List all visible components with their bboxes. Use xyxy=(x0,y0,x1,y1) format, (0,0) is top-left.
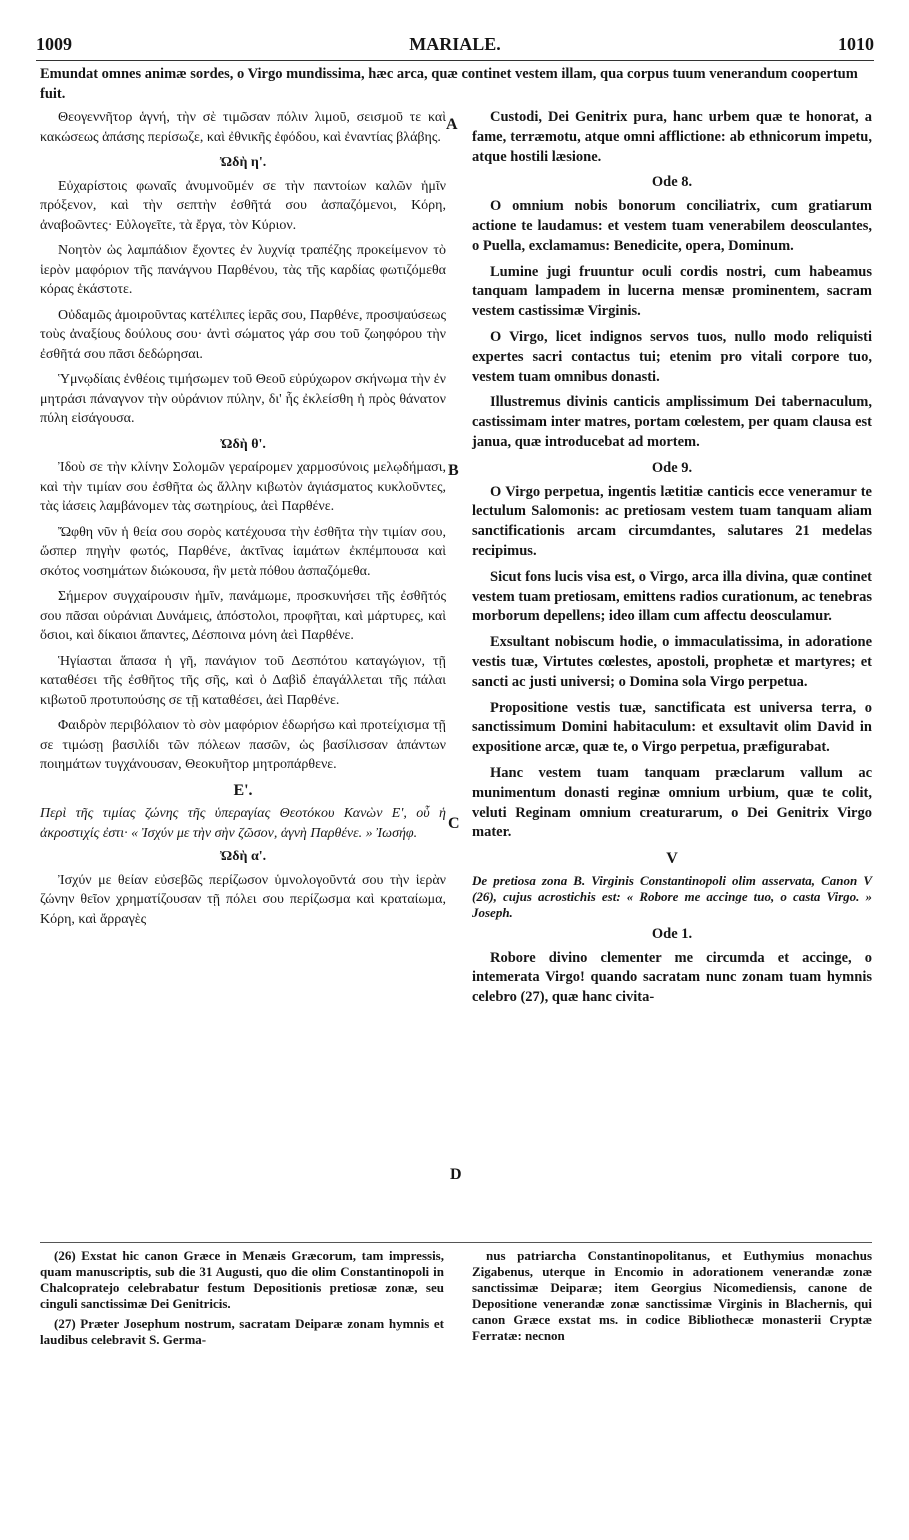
latin-paragraph: O Virgo perpetua, ingentis lætitiæ canticis ecce veneramur te lectulum Salomonis: ac pretiosam vestem tuam tanquam aliam sanctificationis arcam circumdantes, salutares 21 medelas recipimus. xyxy=(472,483,872,559)
greek-canon-title: Περὶ τῆς τιμίας ζώνης τῆς ὑπεραγίας Θεοτόκου Κανὼν Ε', οὗ ἡ ἀκροστιχίς ἐστι· « Ἰσχύν με τὴν σὴν ζῶσον, ἁγνὴ Παρθένε. » Ἰωσήφ. xyxy=(40,806,446,841)
greek-ode-heading: Ὠδὴ α'. xyxy=(219,849,267,864)
latin-canon-title: De pretiosa zona B. Virginis Constantinopoli olim asservata, Canon V (26), cujus acrostichis est: « Robore me accinge tuo, o casta Virgo. » Joseph. xyxy=(472,872,872,920)
page-number-right: 1010 xyxy=(838,34,874,54)
latin-ode-heading: Ode 9. xyxy=(651,459,693,476)
footnotes-right xyxy=(472,1248,872,1348)
running-header xyxy=(36,34,874,58)
greek-paragraph: Ἡγίασται ἅπασα ἡ γῆ, πανάγιον τοῦ Δεσπότου καταγώγιον, τῇ καταθέσει τῆς ἐσθῆτος τῆς σῆς, καὶ ὁ Δαβὶδ ἐπαγάλλεται τῆς πάλαι κιβωτοῦ προτυπούσης σε τῇ καταθέσει, ἀεὶ Παρθένε. xyxy=(40,653,446,708)
margin-letter-c: C xyxy=(448,815,460,832)
header-rule xyxy=(36,60,874,61)
margin-letter-b: B xyxy=(448,462,459,479)
margin-letter-d: D xyxy=(450,1166,462,1183)
latin-column xyxy=(472,108,872,1014)
greek-paragraph: Οὐδαμῶς ἀμοιροῦντας κατέλιπες ἱερᾶς σου, Παρθένε, προσψαύσεως τοὺς ἀναξίους δούλους σου· ἀντὶ σώματος γάρ σου τοῦ ζωηφόρου τὴν ἐσθῆτά σου πᾶσι δεδώρησαι. xyxy=(40,307,446,362)
latin-ode-heading: Ode 8. xyxy=(651,174,693,191)
latin-paragraph: Illustremus divinis canticis amplissimum Dei tabernaculum, castissimam inter matres, portam cœlestem, per quam clausa est janua, quæ introducebat ad mortem. xyxy=(472,394,872,450)
latin-ode-heading: Ode 1. xyxy=(651,925,693,942)
greek-paragraph: Ἰδοὺ σε τὴν κλίνην Σολομῶν γεραίρομεν χαρμοσύνοις μελῳδήμασι, καὶ τὴν τιμίαν σου ἐσθῆτα ὡς ἄλλην κιβωτὸν ἁγιάσματος κυκλοῦντες, τὰς ἰάσεις λαμβάνομεν τὰς σωτηρίους, ἀεὶ Παρθένε. xyxy=(40,460,446,514)
latin-paragraph: Hanc vestem tuam tanquam præclarum vallum ac munimentum donasti reginæ omnium urbium, quæ te colit, veluti Reginam omnium creaturarum, o Dei Genitrix Virgo mater. xyxy=(472,764,872,841)
intro-paragraph: Emundat omnes animæ sordes, o Virgo mundissima, hæc arca, quæ continet vestem illam, qua corpus tuum venerandum coopertum fuit. xyxy=(40,66,858,102)
latin-paragraph: Robore divino clementer me circumda et accinge, o intemerata Virgo! quando sacratam nunc zonam tuam hymnis celebro (27), quæ hanc civita- xyxy=(472,949,872,1006)
greek-section-number: Ε'. xyxy=(233,781,253,799)
footnote-rule xyxy=(40,1242,872,1243)
latin-paragraph: Sicut fons lucis visa est, o Virgo, arca illa divina, quæ continet vestem tuam pretiosam, emittens radios curationum, ac tenebras morborum depellens; ideo illam cum affectu deosculamur. xyxy=(472,568,872,625)
latin-paragraph: O Virgo, licet indignos servos tuos, nullo modo reliquisti expertes sacri contactus tui; etenim pro vitali corpore tuo, vestem tuam omnibus donasti. xyxy=(472,328,872,385)
running-title: MARIALE. xyxy=(409,34,501,54)
latin-paragraph: Custodi, Dei Genitrix pura, hanc urbem quæ te honorat, a fame, terræmotu, atque omni afflictione: ab ethnicorum impetu, atque hostili læsione. xyxy=(472,109,872,165)
greek-paragraph: Ὑμνῳδίαις ἐνθέοις τιμήσωμεν τοῦ Θεοῦ εὐρύχωρον σκήνωμα τὴν ἐν μητράσι πάναγνον τὴν οὐράνιον πύλην, δι' ἧς ἐκλείσθη ἡ πρὸς θάνατον πύλη εἰσάγουσα. xyxy=(40,372,446,426)
greek-ode-heading: Ὠδὴ η'. xyxy=(219,155,267,170)
latin-paragraph: Lumine jugi fruuntur oculi cordis nostri, cum habeamus tanquam lampadem in lucerna mensæ prominentem, sacram vestem castissimæ Virginis. xyxy=(472,263,872,320)
latin-paragraph: Propositione vestis tuæ, sanctificata est universa terra, o sanctissimum Domini habitaculum: et exsultavit olim David in expositione arcæ, quæ te, o Virgo perpetua, præfigurabat. xyxy=(472,699,872,756)
greek-paragraph: Ἰσχύν με θείαν εὐσεβῶς περίζωσον ὑμνολογοῦντά σου τὴν ἱερὰν ζώνην θεῖον χρηματίζουσαν τῇ πόλει σου περίζωσμα καὶ κραταίωμα, Κόρη, καὶ ἄρραγὲς xyxy=(40,872,446,927)
latin-section-number: V xyxy=(666,850,678,868)
margin-letter-a: A xyxy=(446,116,458,133)
greek-paragraph: Νοητὸν ὡς λαμπάδιον ἔχοντες ἐν λυχνίᾳ τραπέζης προκείμενον τὸ ἱερὸν μαφόριον τῆς πανάγνου Παρθένου, τὰς τῆς καρδίας φωτιζόμεθα κόρας ἑκάστοτε. xyxy=(40,243,446,297)
footnote: (26) Exstat hic canon Græce in Menæis Græcorum, tam impressis, quam manuscriptis, sub die 31 Augusti, quo die olim Constantinopoli in Chalcopratejo celebrabatur festum Depositionis pretiosæ zonæ, seu cinguli sanctissimæ Dei Genitricis. xyxy=(40,1248,444,1311)
latin-paragraph: O omnium nobis bonorum conciliatrix, cum gratiarum actione te laudamus: et vestem tuam venerabilem deosculantes, o Puella, exclamamus: Benedicite, opera, Dominum. xyxy=(472,198,872,254)
greek-paragraph: Φαιδρὸν περιβόλαιον τὸ σὸν μαφόριον ἐδωρήσω καὶ προτείχισμα τῇ σε τιμώσῃ βασιλίδι τῶν πόλεων πασῶν, ὡς βασίλισσαν ἁπάντων ποιημάτων τυγχάνουσαν, Θεοκυῆτορ μητροπάρθενε. xyxy=(40,718,446,772)
footnote: (27) Præter Josephum nostrum, sacratam Deiparæ zonam hymnis et laudibus celebravit S. Germa- xyxy=(40,1316,444,1347)
page-number-left: 1009 xyxy=(36,34,72,54)
greek-paragraph: Ὤφθη νῦν ἡ θεία σου σορὸς κατέχουσα τὴν ἐσθῆτα τὴν τιμίαν σου, ὥσπερ πηγὴν φωτός, Παρθένε, ἀκτῖνας ἰαμάτων ἐκπέμπουσα καὶ σκότος νοσημάτων διώκουσα, ἣν μετὰ πόθου ἀσπαζόμεθα. xyxy=(40,524,446,579)
greek-column xyxy=(40,108,446,935)
footnote: nus patriarcha Constantinopolitanus, et Euthymius monachus Zigabenus, uterque in Encomio in adorationem venerandæ zonæ sanctissimæ Deiparæ; item Georgius Nicomediensis, canone de Depositione venerandæ zonæ sanctissimæ Virginis in Blachernis, qui canon Græce exstat ms. in codice Bibliothecæ monasterii Cryptæ Ferratæ: necnon xyxy=(472,1248,872,1343)
latin-paragraph: Exsultant nobiscum hodie, o immaculatissima, in adoratione vestis tuæ, Virtutes cœlestes, apostoli, prophetæ et martyres; et sancti ac justi universi; o Domina sola Virgo perpetua. xyxy=(472,634,872,690)
greek-paragraph: Θεογεννῆτορ ἁγνή, τὴν σὲ τιμῶσαν πόλιν λιμοῦ, σεισμοῦ τε καὶ κακώσεως ἁπάσης περίσωζε, καὶ ἐθνικῆς ἐφόδου, καὶ ἐναντίας βλάβης. xyxy=(40,110,446,145)
greek-ode-heading: Ὠδὴ θ'. xyxy=(220,436,266,452)
greek-paragraph: Σήμερον συγχαίρουσιν ἡμῖν, πανάμωμε, προσκυνήσει τῆς ἐσθῆτός σου πᾶσαι οὐράνιαι Δυνάμεις, ἀπόστολοι, προφῆται, καὶ μάρτυρες, καὶ ὅσιοι, καὶ δίκαιοι ἅπαντες, Δέσποινα μόνη ἀεὶ Παρθένε. xyxy=(40,589,446,643)
greek-paragraph: Εὐχαρίστοις φωναῖς ἀνυμνοῦμέν σε τὴν παντοίων καλῶν ἡμῖν πρόξενον, καὶ τὴν σεπτὴν ἐσθῆτά σου ἀσπαζόμενοι, Κόρη, ἀναβοῶντες· Εὐλογεῖτε, τὰ ἔργα, τὸν Κύριον. xyxy=(40,178,446,233)
footnotes-left xyxy=(40,1248,444,1352)
